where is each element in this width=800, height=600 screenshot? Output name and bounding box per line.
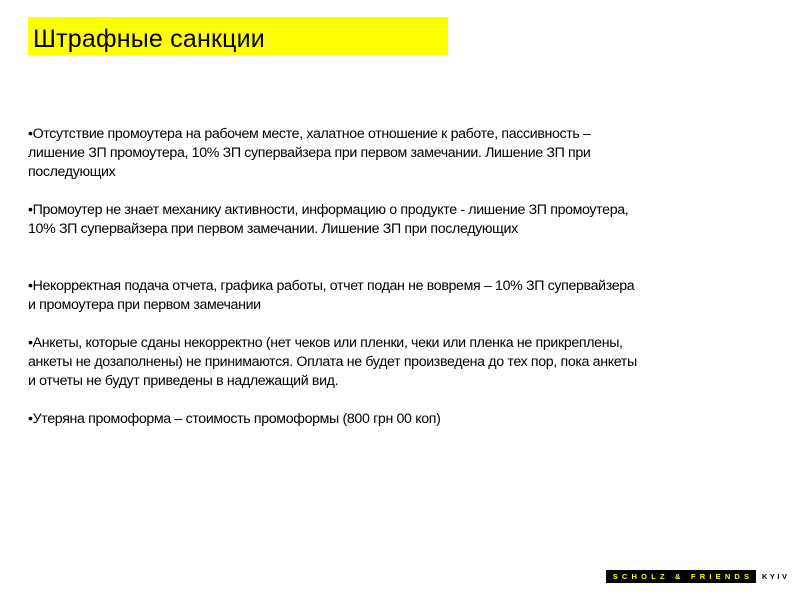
spacer bbox=[28, 391, 748, 410]
slide-title: Штрафные санкции bbox=[33, 24, 265, 53]
spacer bbox=[28, 239, 748, 277]
penalty-item: •Анкеты, которые сданы некорректно (нет чеков или пленки, чеки или пленка не прикреплены, анкеты не дозаполнены) не принимаются. Оплата не будет произведена до тех пор, пока анкеты и отчеты не будут приведены в надлежащий вид. bbox=[28, 335, 637, 389]
penalty-item: •Отсутствие промоутера на рабочем месте, халатное отношение к работе, пассивность – лишение ЗП промоутера, 10% ЗП супервайзера при первом замечании. Лишение ЗП при последующих bbox=[28, 126, 591, 180]
logo-city: KYIV bbox=[762, 572, 790, 581]
penalty-item: •Промоутер не знает механику активности, информацию о продукте - лишение ЗП промоутера, 10% ЗП супервайзера при первом замечании. Лишение ЗП при последующих bbox=[28, 202, 629, 237]
slide-body bbox=[28, 125, 748, 429]
logo-wordmark: SCHOLZ & FRIENDS bbox=[606, 570, 756, 583]
brand-logo bbox=[606, 570, 790, 583]
title-bar bbox=[28, 17, 448, 55]
spacer bbox=[28, 315, 748, 334]
penalty-item: •Некорректная подача отчета, графика работы, отчет подан не вовремя – 10% ЗП супервайзера и промоутера при первом замечании bbox=[28, 278, 635, 313]
penalty-item: •Утеряна промоформа – стоимость промоформы (800 грн 00 коп) bbox=[28, 411, 441, 427]
spacer bbox=[28, 182, 748, 201]
